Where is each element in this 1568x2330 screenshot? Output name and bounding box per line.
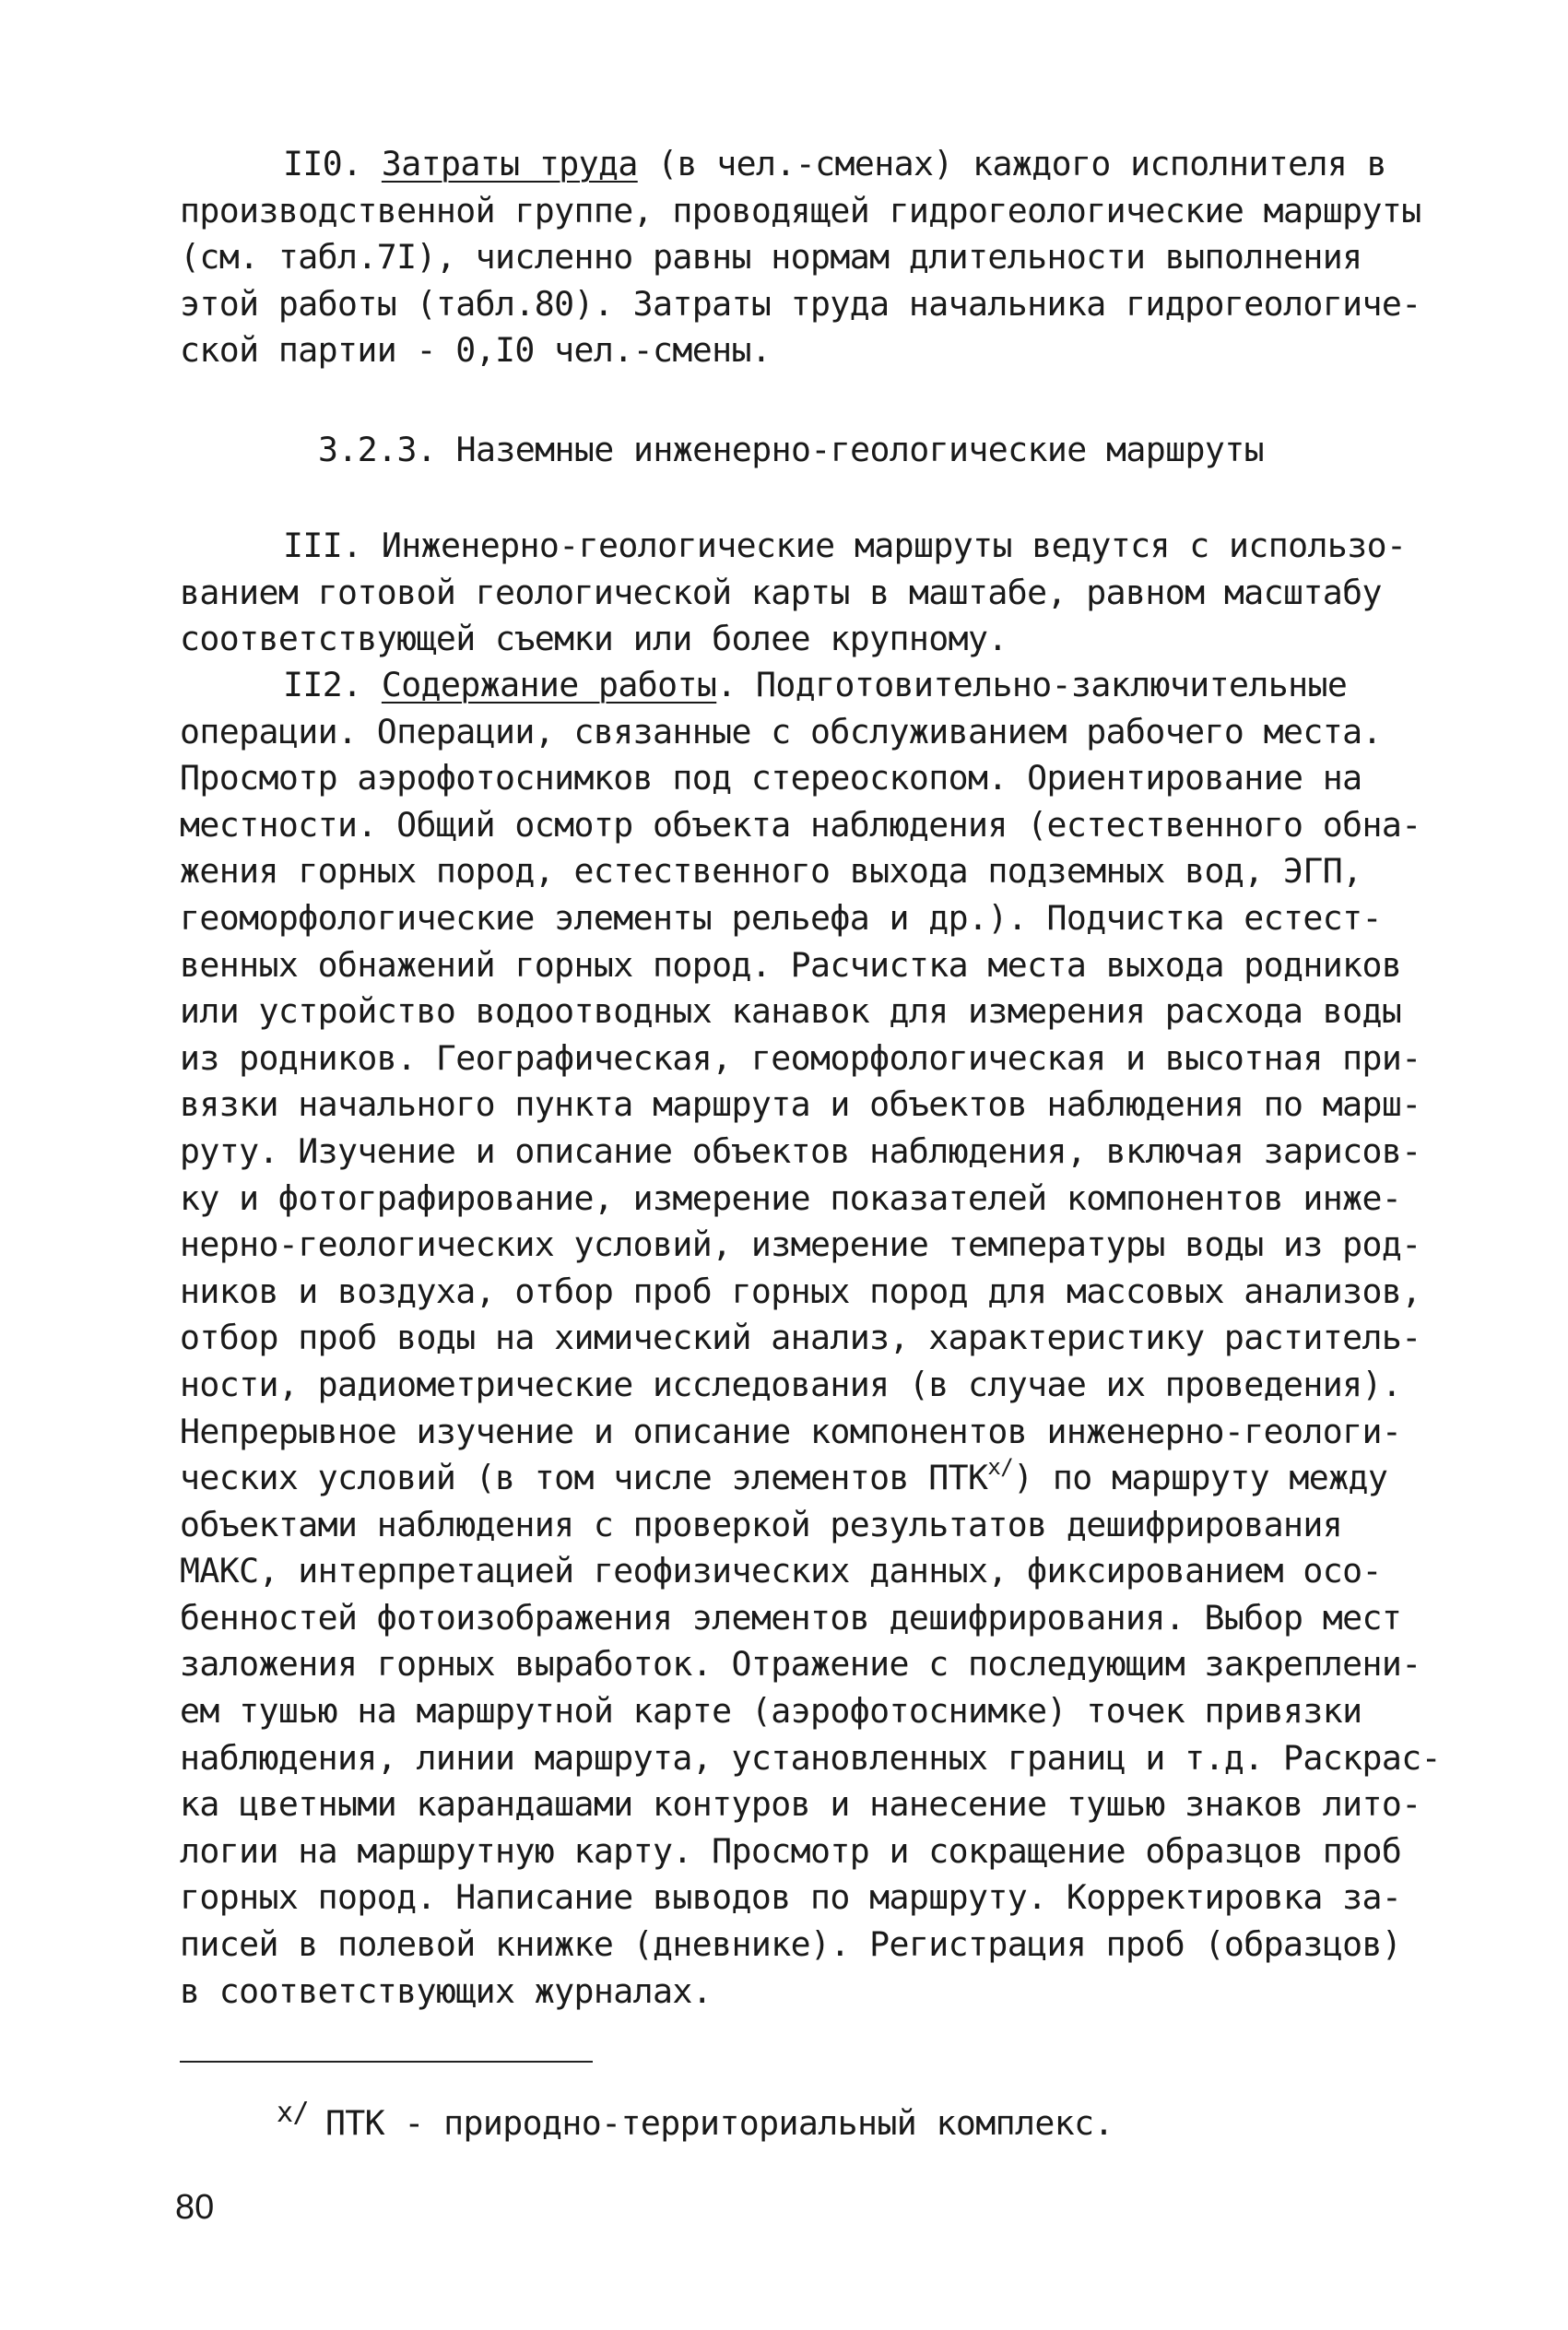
footnote-reference: х/	[987, 1454, 1014, 1481]
paragraph-112-line: ем тушью на маршрутной карте (аэрофотоснимке) точек привязки	[180, 1691, 1362, 1732]
page-number: 80	[175, 2188, 215, 2227]
paragraph-112-line: вязки начального пункта маршрута и объектов наблюдения по марш-	[180, 1084, 1421, 1125]
paragraph-112-line-1	[180, 662, 1397, 709]
paragraph-111-line: III. Инженерно-геологические маршруты ведутся с использо-	[283, 526, 1407, 565]
paragraph-112-line-1-rest: . Подготовительно-заключительные	[716, 665, 1348, 704]
paragraph-110-term: Затраты труда	[381, 144, 638, 183]
paragraph-111-line: ванием готовой геологической карты в маштабе, равном масштабу	[180, 572, 1382, 612]
paragraph-112-line: из родников. Географическая, геоморфологическая и высотная при-	[180, 1037, 1421, 1078]
paragraph-112-line: местности. Общий осмотр объекта наблюдения (естественного обна-	[180, 804, 1421, 845]
paragraph-110-line: (см. табл.7I), численно равны нормам длительности выполнения	[180, 237, 1362, 278]
footnote-divider	[180, 2061, 593, 2063]
paragraph-110-line: производственной группе, проводящей гидрогеологические маршруты	[180, 190, 1421, 231]
paragraph-112-number: II2.	[283, 665, 362, 704]
paragraph-112-line: жения горных пород, естественного выхода подземных вод, ЭГП,	[180, 851, 1362, 892]
paragraph-112-line: операции. Операции, связанные с обслуживанием рабочего места.	[180, 711, 1382, 751]
paragraph-112-line: ности, радиометрические исследования (в случае их проведения).	[180, 1364, 1402, 1404]
paragraph-112-line: нерно-геологических условий, измерение температуры воды из род-	[180, 1224, 1421, 1265]
paragraph-110-line: этой работы (табл.80). Затраты труда начальника гидрогеологиче-	[180, 283, 1421, 324]
paragraph-110-line: ской партии - 0,I0 чел.-смены.	[180, 330, 772, 371]
paragraph-112-footnote-line	[180, 1455, 1397, 1502]
paragraph-112-line: венных обнажений горных пород. Расчистка места выхода родников	[180, 944, 1402, 985]
paragraph-112-line: Непрерывное изучение и описание компонентов инженерно-геологи-	[180, 1411, 1402, 1451]
paragraph-112-line: руту. Изучение и описание объектов наблюдения, включая зарисов-	[180, 1130, 1421, 1171]
paragraph-112-line: геоморфологические элементы рельефа и др.). Подчистка естест-	[180, 897, 1382, 938]
section-heading: 3.2.3. Наземные инженерно-геологические маршруты	[318, 430, 1264, 469]
paragraph-112-line: наблюдения, линии маршрута, установленных границ и т.д. Раскрас-	[180, 1737, 1441, 1778]
paragraph-112-line: бенностей фотоизображения элементов дешифрирования. Выбор мест	[180, 1597, 1402, 1638]
paragraph-112	[180, 662, 1441, 2015]
paragraph-112-line: отбор проб воды на химический анализ, характеристику раститель-	[180, 1318, 1421, 1358]
paragraph-112-line: Просмотр аэрофотоснимков под стереоскопом. Ориентирование на	[180, 758, 1362, 798]
paragraph-112-line: в соответствующих журналах.	[180, 1970, 713, 2011]
paragraph-112-line: горных пород. Написание выводов по маршруту. Корректировка за-	[180, 1877, 1402, 1918]
paragraph-110-line-1	[180, 141, 1397, 188]
paragraph-112-line: заложения горных выработок. Отражение с последующим закреплени-	[180, 1644, 1421, 1685]
paragraph-110-number: II0.	[283, 144, 362, 183]
footnote	[277, 2097, 1114, 2149]
paragraph-111	[180, 523, 1407, 663]
paragraph-112-line: ку и фотографирование, измерение показателей компонентов инже-	[180, 1177, 1402, 1218]
paragraph-111-line: соответствующей съемки или более крупному.	[180, 619, 1008, 659]
paragraph-110	[180, 141, 1421, 374]
paragraph-112-line: или устройство водоотводных канавок для измерения расхода воды	[180, 991, 1402, 1032]
paragraph-112-line: ка цветными карандашами контуров и нанесение тушью знаков лито-	[180, 1784, 1421, 1825]
paragraph-112-term: Содержание работы	[381, 665, 717, 704]
paragraph-112-line: ников и воздуха, отбор проб горных пород для массовых анализов,	[180, 1271, 1421, 1311]
footnote-line-after: ) по маршруту между	[1013, 1458, 1388, 1498]
paragraph-112-line: МАКС, интерпретацией геофизических данных, фиксированием осо-	[180, 1551, 1382, 1591]
footnote-line-before: ческих условий (в том числе элементов ПТК	[180, 1458, 988, 1498]
paragraph-112-line: писей в полевой книжке (дневнике). Регистрация проб (образцов)	[180, 1924, 1402, 1965]
paragraph-110-line-1-rest: (в чел.-сменах) каждого исполнителя в	[657, 144, 1386, 183]
footnote-mark: х/	[277, 2097, 309, 2129]
paragraph-112-line: объектами наблюдения с проверкой результатов дешифрирования	[180, 1504, 1343, 1544]
paragraph-112-line: логии на маршрутную карту. Просмотр и сокращение образцов проб	[180, 1830, 1402, 1871]
footnote-text: ПТК - природно-территориальный комплекс.	[324, 2103, 1114, 2143]
